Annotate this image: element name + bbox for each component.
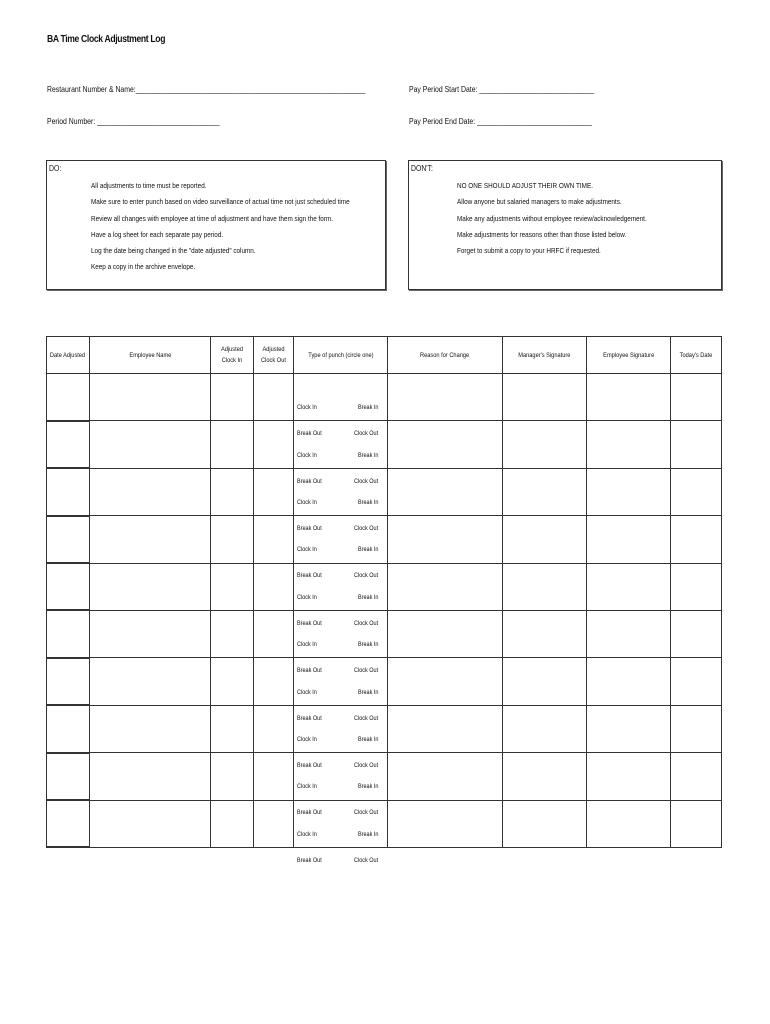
- adjusted-clock-out-cell[interactable]: [254, 374, 294, 421]
- employee-name-cell[interactable]: [90, 374, 211, 421]
- todays-date-cell[interactable]: [671, 516, 722, 563]
- do-item: Make sure to enter punch based on video surveillance of actual time not just scheduled time: [91, 197, 350, 207]
- do-item: Keep a copy in the archive envelope.: [91, 262, 196, 272]
- adjusted-clock-in-cell[interactable]: [211, 516, 254, 563]
- adjusted-clock-out-cell[interactable]: [254, 610, 294, 657]
- employee-signature-cell[interactable]: [587, 516, 671, 563]
- dont-box: [408, 160, 722, 290]
- manager-signature-cell[interactable]: [503, 705, 587, 752]
- adjustment-log-table: [46, 336, 722, 864]
- reason-cell[interactable]: [388, 468, 503, 515]
- manager-signature-cell[interactable]: [503, 563, 587, 610]
- restaurant-field[interactable]: Restaurant Number & Name:____________________________________________________________: [47, 85, 366, 94]
- start-date-field[interactable]: Pay Period Start Date: ______________________________: [409, 85, 595, 94]
- manager-signature-cell[interactable]: [503, 374, 587, 421]
- punch-type-cell[interactable]: [294, 516, 388, 580]
- dont-label: DON'T:: [411, 164, 433, 173]
- punch-break-in-option[interactable]: Break In: [358, 498, 379, 506]
- punch-clock-in-option[interactable]: Clock In: [297, 688, 317, 696]
- todays-date-cell[interactable]: [671, 800, 722, 847]
- punch-clock-out-option[interactable]: Clock Out: [354, 667, 379, 675]
- do-label: DO:: [49, 164, 62, 173]
- adjusted-clock-out-cell[interactable]: [254, 800, 294, 847]
- date-adjusted-cell[interactable]: [47, 468, 90, 515]
- dont-item: Make any adjustments without employee review/acknowledgement.: [457, 213, 647, 223]
- table-row: [47, 705, 722, 752]
- col-manager-signature: Manager's Signature: [503, 337, 587, 374]
- adjusted-clock-out-cell[interactable]: [254, 658, 294, 705]
- do-box: [46, 160, 386, 290]
- employee-name-cell[interactable]: [90, 468, 211, 515]
- punch-clock-in-option[interactable]: Clock In: [297, 498, 317, 506]
- table-row: [47, 563, 722, 610]
- punch-clock-in-option[interactable]: Clock In: [297, 451, 317, 459]
- col-adjusted-clock-in: Adjusted Clock In: [211, 337, 254, 374]
- manager-signature-cell[interactable]: [503, 753, 587, 800]
- todays-date-cell[interactable]: [671, 753, 722, 800]
- reason-cell[interactable]: [388, 516, 503, 563]
- date-adjusted-cell[interactable]: [47, 374, 90, 421]
- punch-break-out-option[interactable]: Break Out: [297, 619, 322, 627]
- employee-signature-cell[interactable]: [587, 753, 671, 800]
- punch-break-in-option[interactable]: Break In: [358, 451, 379, 459]
- table-body: [47, 374, 722, 864]
- employee-signature-cell[interactable]: [587, 658, 671, 705]
- reason-cell[interactable]: [388, 421, 503, 468]
- punch-clock-in-option[interactable]: Clock In: [297, 735, 317, 743]
- punch-type-cell[interactable]: [294, 610, 388, 675]
- punch-break-out-option[interactable]: Break Out: [297, 856, 322, 864]
- date-adjusted-cell[interactable]: [47, 705, 90, 752]
- end-date-field[interactable]: Pay Period End Date: ______________________________: [409, 117, 592, 126]
- table-header-row: [47, 337, 722, 374]
- punch-break-out-option[interactable]: Break Out: [297, 667, 322, 675]
- col-punch-type: Type of punch (circle one): [294, 337, 388, 374]
- todays-date-cell[interactable]: [671, 610, 722, 657]
- dont-item: Forget to submit a copy to your HRFC if requested.: [457, 246, 601, 256]
- table-row: [47, 800, 722, 847]
- do-item: Review all changes with employee at time of adjustment and have them sign the form.: [91, 213, 334, 223]
- todays-date-cell[interactable]: [671, 658, 722, 705]
- adjusted-clock-out-cell[interactable]: [254, 563, 294, 610]
- do-list: [91, 181, 350, 279]
- adjusted-clock-in-cell[interactable]: [211, 705, 254, 752]
- punch-break-out-option[interactable]: Break Out: [297, 572, 322, 580]
- adjusted-clock-out-cell[interactable]: [254, 421, 294, 468]
- date-adjusted-cell[interactable]: [47, 658, 90, 705]
- employee-name-cell[interactable]: [90, 516, 211, 563]
- table-row: [47, 516, 722, 563]
- punch-type-cell[interactable]: [294, 421, 388, 485]
- date-adjusted-cell[interactable]: [47, 563, 90, 610]
- todays-date-cell[interactable]: [671, 421, 722, 468]
- punch-type-cell[interactable]: [294, 753, 388, 817]
- do-item: All adjustments to time must be reported.: [91, 181, 207, 190]
- employee-signature-cell[interactable]: [587, 800, 671, 847]
- employee-name-cell[interactable]: [90, 610, 211, 657]
- col-reason: Reason for Change: [388, 337, 503, 374]
- employee-name-cell[interactable]: [90, 658, 211, 705]
- period-number-field[interactable]: Period Number: ________________________________: [47, 117, 220, 126]
- punch-clock-out-option[interactable]: Clock Out: [354, 572, 379, 580]
- reason-cell[interactable]: [388, 374, 503, 421]
- col-employee-signature: Employee Signature: [587, 337, 671, 374]
- dont-item: Make adjustments for reasons other than those listed below.: [457, 229, 627, 239]
- punch-type-cell[interactable]: [294, 374, 388, 438]
- punch-break-out-option[interactable]: Break Out: [297, 430, 322, 438]
- employee-signature-cell[interactable]: [587, 374, 671, 421]
- adjusted-clock-in-cell[interactable]: [211, 753, 254, 800]
- employee-name-cell[interactable]: [90, 421, 211, 468]
- punch-break-out-option[interactable]: Break Out: [297, 714, 322, 722]
- punch-break-out-option[interactable]: Break Out: [297, 809, 322, 817]
- adjusted-clock-in-cell[interactable]: [211, 658, 254, 705]
- punch-break-in-option[interactable]: Break In: [358, 830, 379, 838]
- punch-clock-out-option[interactable]: Clock Out: [354, 714, 379, 722]
- punch-clock-out-option[interactable]: Clock Out: [354, 524, 379, 532]
- table-row: [47, 421, 722, 468]
- todays-date-cell[interactable]: [671, 705, 722, 752]
- adjusted-clock-out-cell[interactable]: [254, 516, 294, 563]
- punch-clock-out-option[interactable]: Clock Out: [354, 477, 379, 485]
- punch-clock-in-option[interactable]: Clock In: [297, 546, 317, 554]
- adjusted-clock-in-cell[interactable]: [211, 421, 254, 468]
- date-adjusted-cell[interactable]: [47, 610, 90, 657]
- manager-signature-cell[interactable]: [503, 421, 587, 468]
- table-row: [47, 658, 722, 705]
- date-adjusted-cell[interactable]: [47, 800, 90, 847]
- adjusted-clock-out-cell[interactable]: [254, 468, 294, 515]
- reason-cell[interactable]: [388, 753, 503, 800]
- punch-break-in-option[interactable]: Break In: [358, 404, 379, 412]
- punch-break-out-option[interactable]: Break Out: [297, 761, 322, 769]
- date-adjusted-cell[interactable]: [47, 421, 90, 468]
- adjusted-clock-in-cell[interactable]: [211, 468, 254, 515]
- employee-signature-cell[interactable]: [587, 421, 671, 468]
- employee-name-cell[interactable]: [90, 563, 211, 610]
- table-row: [47, 374, 722, 421]
- table-row: [47, 610, 722, 657]
- punch-break-in-option[interactable]: Break In: [358, 688, 379, 696]
- col-adjusted-clock-out: Adjusted Clock Out: [254, 337, 294, 374]
- todays-date-cell[interactable]: [671, 563, 722, 610]
- punch-clock-out-option[interactable]: Clock Out: [354, 809, 379, 817]
- reason-cell[interactable]: [388, 563, 503, 610]
- manager-signature-cell[interactable]: [503, 516, 587, 563]
- col-employee-name: Employee Name: [90, 337, 211, 374]
- adjusted-clock-in-cell[interactable]: [211, 800, 254, 847]
- employee-name-cell[interactable]: [90, 800, 211, 847]
- punch-clock-out-option[interactable]: Clock Out: [354, 619, 379, 627]
- dont-item: Allow anyone but salaried managers to make adjustments.: [457, 197, 622, 207]
- punch-break-in-option[interactable]: Break In: [358, 641, 379, 649]
- punch-clock-out-option[interactable]: Clock Out: [354, 430, 379, 438]
- manager-signature-cell[interactable]: [503, 610, 587, 657]
- punch-clock-in-option[interactable]: Clock In: [297, 593, 317, 601]
- punch-type-cell[interactable]: [294, 705, 388, 769]
- todays-date-cell[interactable]: [671, 374, 722, 421]
- punch-break-in-option[interactable]: Break In: [358, 783, 379, 791]
- employee-signature-cell[interactable]: [587, 468, 671, 515]
- adjusted-clock-in-cell[interactable]: [211, 374, 254, 421]
- adjusted-clock-in-cell[interactable]: [211, 563, 254, 610]
- punch-clock-in-option[interactable]: Clock In: [297, 404, 317, 412]
- punch-break-out-option[interactable]: Break Out: [297, 524, 322, 532]
- dont-list: [457, 181, 647, 262]
- punch-clock-out-option[interactable]: Clock Out: [354, 856, 379, 864]
- adjusted-clock-out-cell[interactable]: [254, 705, 294, 752]
- employee-signature-cell[interactable]: [587, 705, 671, 752]
- employee-signature-cell[interactable]: [587, 563, 671, 610]
- do-item: Have a log sheet for each separate pay period.: [91, 229, 224, 239]
- manager-signature-cell[interactable]: [503, 468, 587, 515]
- reason-cell[interactable]: [388, 705, 503, 752]
- table-row: [47, 753, 722, 800]
- col-todays-date: Today's Date: [671, 337, 722, 374]
- manager-signature-cell[interactable]: [503, 800, 587, 847]
- date-adjusted-cell[interactable]: [47, 753, 90, 800]
- punch-break-in-option[interactable]: Break In: [358, 546, 379, 554]
- employee-signature-cell[interactable]: [587, 610, 671, 657]
- punch-break-in-option[interactable]: Break In: [358, 735, 379, 743]
- punch-clock-in-option[interactable]: Clock In: [297, 641, 317, 649]
- adjusted-clock-in-cell[interactable]: [211, 610, 254, 657]
- punch-clock-in-option[interactable]: Clock In: [297, 830, 317, 838]
- reason-cell[interactable]: [388, 800, 503, 847]
- punch-break-in-option[interactable]: Break In: [358, 593, 379, 601]
- manager-signature-cell[interactable]: [503, 658, 587, 705]
- col-date-adjusted: Date Adjusted: [47, 337, 90, 374]
- punch-clock-out-option[interactable]: Clock Out: [354, 761, 379, 769]
- adjusted-clock-out-cell[interactable]: [254, 753, 294, 800]
- dont-item: NO ONE SHOULD ADJUST THEIR OWN TIME.: [457, 181, 593, 190]
- table-row: [47, 468, 722, 515]
- page-title: BA Time Clock Adjustment Log: [47, 34, 166, 45]
- punch-type-cell[interactable]: [294, 563, 388, 627]
- punch-clock-in-option[interactable]: Clock In: [297, 783, 317, 791]
- punch-type-cell[interactable]: [294, 800, 388, 864]
- punch-type-cell[interactable]: [294, 658, 388, 722]
- todays-date-cell[interactable]: [671, 468, 722, 515]
- employee-name-cell[interactable]: [90, 753, 211, 800]
- employee-name-cell[interactable]: [90, 705, 211, 752]
- reason-cell[interactable]: [388, 658, 503, 705]
- punch-type-cell[interactable]: [294, 468, 388, 532]
- do-item: Log the date being changed in the "date adjusted" column.: [91, 246, 256, 256]
- punch-break-out-option[interactable]: Break Out: [297, 477, 322, 485]
- date-adjusted-cell[interactable]: [47, 516, 90, 563]
- reason-cell[interactable]: [388, 610, 503, 657]
